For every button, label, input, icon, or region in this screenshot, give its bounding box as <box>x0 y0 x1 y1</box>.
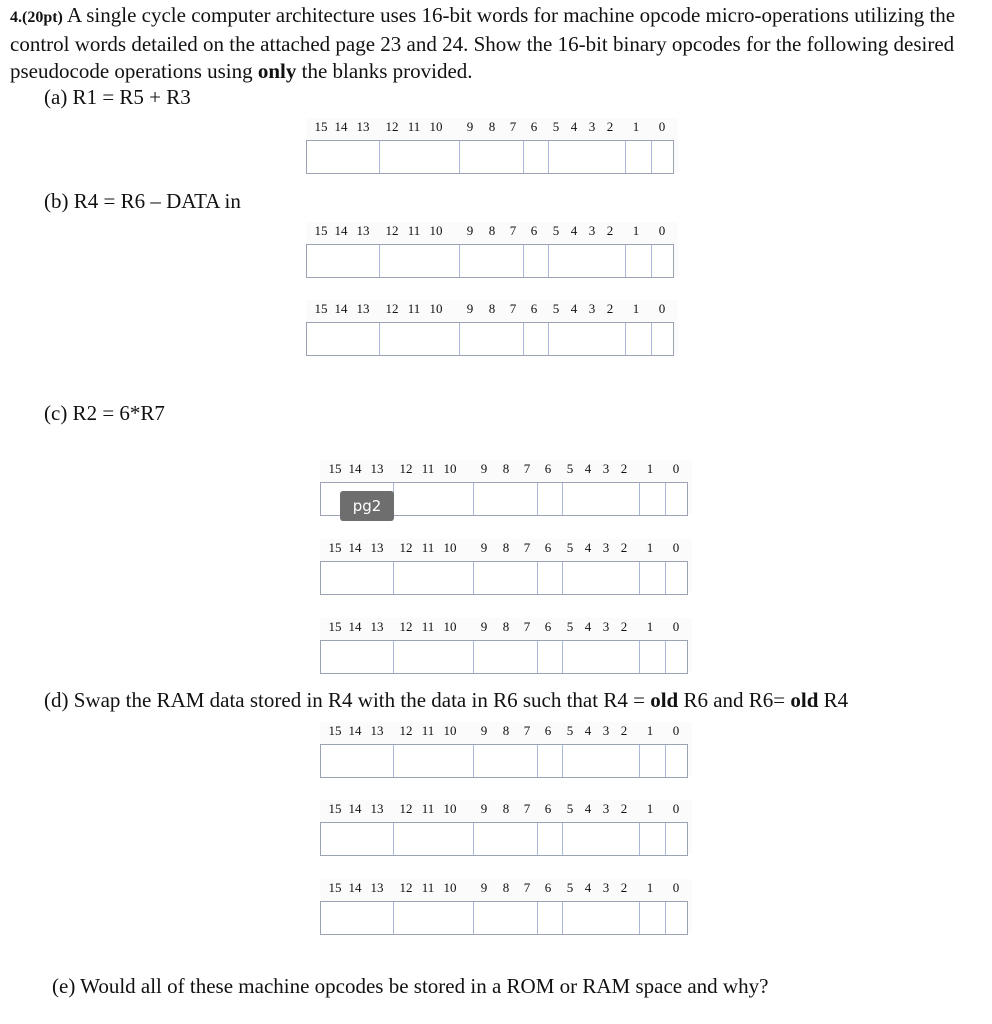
field-divider <box>537 483 538 515</box>
bit-number-label: 7 <box>523 540 531 555</box>
bit-number-label: 2 <box>620 540 628 555</box>
field-divider <box>639 823 640 855</box>
bit-number-label: 13 <box>356 119 370 134</box>
bit-number-header <box>306 222 678 240</box>
field-divider <box>379 141 380 173</box>
question-text-end: the blanks provided. <box>296 59 473 83</box>
opcode-field-blanks[interactable] <box>320 822 688 856</box>
bit-number-label: 5 <box>566 723 574 738</box>
field-divider <box>665 483 666 515</box>
bit-number-label: 6 <box>530 223 538 238</box>
field-divider <box>393 902 394 934</box>
field-divider <box>651 323 652 355</box>
bit-number-label: 12 <box>399 619 413 634</box>
bit-number-label: 0 <box>672 619 680 634</box>
bit-number-label: 4 <box>584 540 592 555</box>
bit-number-header <box>320 618 692 636</box>
bit-number-label: 6 <box>544 619 552 634</box>
part-e-label: (e) Would all of these machine opcodes be stored in a ROM or RAM space and why? <box>52 974 769 998</box>
opcode-word-d2[interactable] <box>320 800 692 854</box>
bit-number-label: 6 <box>544 723 552 738</box>
field-divider <box>379 245 380 277</box>
bit-number-label: 3 <box>602 619 610 634</box>
bit-number-label: 10 <box>443 723 457 738</box>
bit-number-label: 8 <box>502 540 510 555</box>
bit-number-label: 14 <box>348 880 362 895</box>
bit-number-label: 4 <box>584 619 592 634</box>
field-divider <box>651 141 652 173</box>
bit-number-label: 12 <box>385 223 399 238</box>
bit-number-label: 9 <box>466 119 474 134</box>
bit-number-label: 1 <box>632 223 640 238</box>
field-divider <box>562 641 563 673</box>
bit-number-label: 11 <box>421 723 435 738</box>
bit-number-label: 3 <box>602 540 610 555</box>
bit-number-label: 0 <box>672 461 680 476</box>
bit-number-label: 5 <box>566 880 574 895</box>
bit-number-label: 4 <box>584 461 592 476</box>
bit-number-label: 0 <box>658 119 666 134</box>
field-divider <box>537 641 538 673</box>
bit-number-label: 4 <box>570 301 578 316</box>
field-divider <box>473 745 474 777</box>
bit-number-header <box>320 800 692 818</box>
field-divider <box>665 902 666 934</box>
bit-number-label: 5 <box>566 461 574 476</box>
bit-number-label: 12 <box>399 723 413 738</box>
bit-number-label: 11 <box>407 119 421 134</box>
field-divider <box>562 902 563 934</box>
bit-number-label: 9 <box>480 461 488 476</box>
bit-number-label: 5 <box>552 119 560 134</box>
question-intro <box>10 2 985 85</box>
bit-number-label: 8 <box>502 880 510 895</box>
bit-number-label: 11 <box>421 801 435 816</box>
part-b-label: (b) R4 = R6 – DATA in <box>44 189 241 213</box>
opcode-word-c3[interactable] <box>320 618 692 672</box>
bit-number-label: 13 <box>356 301 370 316</box>
bit-number-label: 4 <box>584 801 592 816</box>
field-divider <box>537 745 538 777</box>
field-divider <box>562 483 563 515</box>
opcode-field-blanks[interactable] <box>320 744 688 778</box>
bit-number-label: 3 <box>588 301 596 316</box>
bit-number-label: 15 <box>328 619 342 634</box>
field-divider <box>537 902 538 934</box>
bit-number-label: 15 <box>314 223 328 238</box>
bit-number-label: 8 <box>502 801 510 816</box>
field-divider <box>639 483 640 515</box>
bit-number-label: 1 <box>646 801 654 816</box>
bit-number-label: 3 <box>602 723 610 738</box>
emphasis-only: only <box>257 59 297 83</box>
bit-number-label: 6 <box>544 540 552 555</box>
bit-number-label: 2 <box>606 223 614 238</box>
bit-number-label: 3 <box>602 461 610 476</box>
field-divider <box>651 245 652 277</box>
bit-number-label: 8 <box>488 301 496 316</box>
field-divider <box>562 823 563 855</box>
bit-number-label: 11 <box>421 461 435 476</box>
bit-number-label: 8 <box>488 119 496 134</box>
bit-number-label: 10 <box>443 880 457 895</box>
field-divider <box>393 641 394 673</box>
bit-number-label: 12 <box>399 461 413 476</box>
bit-number-label: 11 <box>407 301 421 316</box>
bit-number-label: 12 <box>399 540 413 555</box>
field-divider <box>665 641 666 673</box>
bit-number-label: 6 <box>544 880 552 895</box>
field-divider <box>548 323 549 355</box>
bit-number-label: 2 <box>606 301 614 316</box>
bit-number-label: 8 <box>502 461 510 476</box>
field-divider <box>537 562 538 594</box>
field-divider <box>379 323 380 355</box>
bit-number-label: 7 <box>523 801 531 816</box>
bit-number-label: 15 <box>314 301 328 316</box>
field-divider <box>562 745 563 777</box>
field-divider <box>639 902 640 934</box>
bit-number-label: 8 <box>502 619 510 634</box>
field-divider <box>639 641 640 673</box>
field-divider <box>562 562 563 594</box>
bit-number-label: 8 <box>488 223 496 238</box>
bit-number-label: 14 <box>334 119 348 134</box>
bit-number-label: 2 <box>620 619 628 634</box>
bit-number-label: 12 <box>399 801 413 816</box>
bit-number-label: 3 <box>602 801 610 816</box>
opcode-field-blanks[interactable] <box>320 640 688 674</box>
bit-number-label: 9 <box>480 801 488 816</box>
bit-number-label: 10 <box>443 461 457 476</box>
field-divider <box>473 823 474 855</box>
bit-number-header <box>320 539 692 557</box>
question-text: A single cycle computer architecture uses 16-bit words for machine opcode micro-operations utilizing the control words detailed on the attached page 23 and 24. Show the 16-bit binary opcodes for the following desired pseudocode operations using <box>10 3 956 83</box>
bit-number-label: 13 <box>356 223 370 238</box>
field-divider <box>665 745 666 777</box>
field-divider <box>473 483 474 515</box>
field-divider <box>523 323 524 355</box>
bit-number-label: 1 <box>646 619 654 634</box>
bit-number-label: 7 <box>509 301 517 316</box>
bit-number-label: 7 <box>523 461 531 476</box>
bit-number-label: 9 <box>466 301 474 316</box>
bit-number-label: 15 <box>328 880 342 895</box>
bit-number-label: 13 <box>370 540 384 555</box>
bit-number-label: 15 <box>328 461 342 476</box>
bit-number-label: 10 <box>443 619 457 634</box>
bit-number-header <box>320 722 692 740</box>
bit-number-label: 13 <box>370 801 384 816</box>
bit-number-label: 0 <box>658 223 666 238</box>
bit-number-label: 11 <box>421 540 435 555</box>
bit-number-label: 14 <box>348 619 362 634</box>
bit-number-label: 12 <box>399 880 413 895</box>
bit-number-label: 0 <box>672 723 680 738</box>
field-divider <box>523 245 524 277</box>
bit-number-label: 1 <box>632 301 640 316</box>
bit-number-label: 5 <box>552 301 560 316</box>
bit-number-label: 13 <box>370 619 384 634</box>
part-d-label: (d) Swap the RAM data stored in R4 with the data in R6 such that R4 = old R6 and R6= old R4 <box>44 688 849 712</box>
field-divider <box>523 141 524 173</box>
bit-number-label: 12 <box>385 301 399 316</box>
field-divider <box>625 141 626 173</box>
page-tag-badge: pg2 <box>340 491 394 521</box>
opcode-field-blanks[interactable] <box>320 561 688 595</box>
bit-number-label: 1 <box>646 880 654 895</box>
bit-number-label: 2 <box>620 723 628 738</box>
bit-number-label: 14 <box>348 801 362 816</box>
bit-number-label: 6 <box>530 301 538 316</box>
field-divider <box>665 823 666 855</box>
bit-number-label: 15 <box>328 540 342 555</box>
bit-number-label: 12 <box>385 119 399 134</box>
bit-number-label: 14 <box>348 461 362 476</box>
bit-number-label: 7 <box>523 880 531 895</box>
bit-number-label: 5 <box>566 801 574 816</box>
bit-number-label: 15 <box>328 801 342 816</box>
opcode-field-blanks[interactable] <box>306 140 674 174</box>
bit-number-label: 2 <box>620 880 628 895</box>
bit-number-label: 4 <box>584 880 592 895</box>
bit-number-label: 7 <box>523 619 531 634</box>
bit-number-label: 10 <box>429 119 443 134</box>
bit-number-header <box>320 879 692 897</box>
bit-number-label: 15 <box>314 119 328 134</box>
bit-number-label: 0 <box>672 540 680 555</box>
bit-number-label: 13 <box>370 461 384 476</box>
bit-number-label: 0 <box>672 880 680 895</box>
bit-number-label: 2 <box>620 801 628 816</box>
bit-number-label: 9 <box>480 880 488 895</box>
field-divider <box>393 562 394 594</box>
field-divider <box>473 641 474 673</box>
field-divider <box>473 562 474 594</box>
opcode-word-d3[interactable] <box>320 879 692 933</box>
field-divider <box>537 823 538 855</box>
bit-number-label: 6 <box>544 461 552 476</box>
bit-number-label: 5 <box>566 540 574 555</box>
bit-number-label: 9 <box>480 723 488 738</box>
bit-number-label: 0 <box>672 801 680 816</box>
opcode-word-c2[interactable] <box>320 539 692 593</box>
bit-number-label: 1 <box>632 119 640 134</box>
field-divider <box>459 141 460 173</box>
field-divider <box>393 823 394 855</box>
field-divider <box>473 902 474 934</box>
bit-number-label: 11 <box>407 223 421 238</box>
bit-number-header <box>306 118 678 136</box>
bit-number-label: 14 <box>348 540 362 555</box>
bit-number-label: 14 <box>334 301 348 316</box>
bit-number-header <box>306 300 678 318</box>
part-a-label: (a) R1 = R5 + R3 <box>44 85 191 109</box>
bit-number-label: 7 <box>509 223 517 238</box>
bit-number-label: 1 <box>646 723 654 738</box>
field-divider <box>625 323 626 355</box>
bit-number-label: 10 <box>429 223 443 238</box>
bit-number-label: 7 <box>523 723 531 738</box>
opcode-word-b1[interactable] <box>306 222 678 276</box>
field-divider <box>548 245 549 277</box>
question-number: 4.(20pt) <box>10 9 63 26</box>
bit-number-label: 5 <box>552 223 560 238</box>
bit-number-label: 13 <box>370 723 384 738</box>
bit-number-label: 13 <box>370 880 384 895</box>
bit-number-label: 2 <box>606 119 614 134</box>
bit-number-label: 1 <box>646 461 654 476</box>
part-c-label: (c) R2 = 6*R7 <box>44 401 165 425</box>
field-divider <box>459 245 460 277</box>
bit-number-label: 2 <box>620 461 628 476</box>
opcode-field-blanks[interactable] <box>306 244 674 278</box>
bit-number-label: 10 <box>429 301 443 316</box>
bit-number-header <box>320 460 692 478</box>
field-divider <box>639 562 640 594</box>
bit-number-label: 14 <box>334 223 348 238</box>
bit-number-label: 1 <box>646 540 654 555</box>
bit-number-label: 0 <box>658 301 666 316</box>
bit-number-label: 15 <box>328 723 342 738</box>
opcode-word-d1[interactable] <box>320 722 692 776</box>
bit-number-label: 3 <box>588 119 596 134</box>
bit-number-label: 3 <box>602 880 610 895</box>
bit-number-label: 4 <box>584 723 592 738</box>
bit-number-label: 7 <box>509 119 517 134</box>
bit-number-label: 8 <box>502 723 510 738</box>
bit-number-label: 9 <box>480 619 488 634</box>
opcode-word-a[interactable] <box>306 118 678 172</box>
bit-number-label: 3 <box>588 223 596 238</box>
bit-number-label: 10 <box>443 801 457 816</box>
bit-number-label: 9 <box>466 223 474 238</box>
bit-number-label: 6 <box>544 801 552 816</box>
opcode-word-b2[interactable] <box>306 300 678 354</box>
bit-number-label: 9 <box>480 540 488 555</box>
bit-number-label: 6 <box>530 119 538 134</box>
bit-number-label: 4 <box>570 119 578 134</box>
opcode-field-blanks[interactable] <box>320 901 688 935</box>
bit-number-label: 11 <box>421 880 435 895</box>
field-divider <box>625 245 626 277</box>
field-divider <box>639 745 640 777</box>
field-divider <box>393 745 394 777</box>
bit-number-label: 14 <box>348 723 362 738</box>
bit-number-label: 10 <box>443 540 457 555</box>
bit-number-label: 4 <box>570 223 578 238</box>
bit-number-label: 5 <box>566 619 574 634</box>
field-divider <box>665 562 666 594</box>
field-divider <box>548 141 549 173</box>
opcode-field-blanks[interactable] <box>306 322 674 356</box>
field-divider <box>459 323 460 355</box>
bit-number-label: 11 <box>421 619 435 634</box>
